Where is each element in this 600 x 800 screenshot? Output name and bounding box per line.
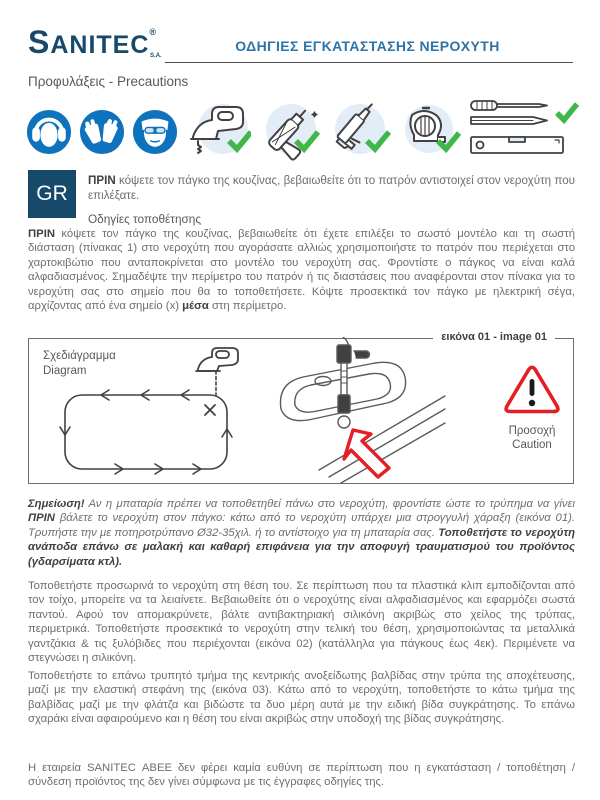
page-title: ΟΔΗΓΙΕΣ ΕΓΚΑΤΑΣΤΑΣΗΣ ΝΕΡΟΧΥΤΗ	[235, 38, 500, 54]
spirit-level-icon	[471, 137, 563, 153]
cutting-path-diagram	[53, 347, 268, 479]
installation-heading: Οδηγίες τοποθέτησης	[88, 212, 202, 226]
caulk-gun-icon	[327, 99, 391, 166]
paragraph-cutting: ΠΡΙΝ κόψετε τον πάγκο της κουζίνας, βεβαιωθείτε ότι έχετε επιλέξει το σωστό μοντέλο και τη σωστή διάσταση (πίνακας 1) στο νεροχύτη που αγοράσατε αλλιώς χρησιμοποιήστε το πατρόν που περιέχεται στο χαρτοκιβώτιο που ανταποκρίνεται στο μοντέλο του νεροχύτη σας. Φροντίστε ο πάγκος να είναι καλά αλφαδιασμένος. Σημαδέψτε την περίμετρο του πατρόν ή τις διαστάσεις που αναφέρονται στον πίνακα για το νεροχύτη σας στο σημείο που θα το τοποθετήσετε. Κόψτε προσεκτικά τον πάγκο με ηλεκτρική σέγα, αρχίζοντας από ένα σημείο (x) μέσα στη περίμετρο.	[28, 228, 575, 313]
marking-tools-icon	[469, 99, 581, 166]
screwdriver-icon	[471, 101, 547, 110]
paragraph-disclaimer: Η εταιρεία SANITEC ΑΒΕΕ δεν φέρει καμία ευθύνη σε περίπτωση που η εγκατάσταση / τοποθέτηση / σύνδεση προϊόντος της δεν γίνει σύμφωνα με τις έγγραφες οδηγίες της.	[28, 762, 575, 789]
check-icon	[557, 104, 577, 120]
ear-protection-icon	[26, 109, 72, 155]
registered-mark: ®	[149, 27, 157, 37]
paragraph-note: Σημείωση! Αν η μπαταρία πρέπει να τοποθετηθεί πάνω στο νεροχύτη, φροντίστε ώστε το τρύπημα να γίνει ΠΡΙΝ βάλετε το νεροχύτη στον πάγκο: κάτω από το νεροχύτη υπάρχει μια στρογγυλή χάραξη (εικόνα 01). Τρυπήστε την με ποτηροτρύπανο Ø32-35χιλ. ή το αντίστοιχο για τη μπαταρία σας. Τοποθετήστε το νεροχύτη ανάποδα επάνω σε μαλακή και καθαρή επιφάνεια για την αποφυγή τραυματισμού του προϊόντος (γδαρσίματα κτλ).	[28, 498, 575, 568]
jigsaw-mini-icon	[196, 348, 238, 371]
gr-intro-text: ΠΡΙΝ κόψετε τον πάγκο της κουζίνας, βεβαιωθείτε ότι το πατρόν αντιστοιχεί στον νεροχύτη που επιλέξατε.	[88, 174, 575, 202]
caution-label: Προσοχή Caution	[508, 425, 556, 451]
caution-sign	[477, 365, 587, 452]
precaution-icons-row	[26, 99, 578, 165]
figure-caption: εικόνα 01 - image 01	[433, 331, 555, 343]
red-arrow-icon	[344, 430, 389, 477]
pencil-icon	[471, 117, 547, 124]
figure-01	[28, 331, 574, 484]
protective-gloves-icon	[79, 109, 125, 155]
sanitec-logo	[28, 26, 162, 59]
language-badge-gr: GR	[28, 170, 76, 218]
face-protection-icon	[132, 109, 178, 155]
tape-measure-icon	[398, 99, 462, 166]
jigsaw-icon	[185, 99, 251, 166]
sink-drilling-illustration	[259, 337, 449, 485]
warning-triangle-icon	[504, 365, 560, 415]
logo-text: SANITEC	[28, 24, 150, 60]
header-divider	[165, 62, 573, 63]
precautions-heading: Προφυλάξεις - Precautions	[28, 74, 189, 89]
drill-icon	[258, 99, 320, 166]
diagram-label: Σχεδιάγραμμα Diagram	[43, 350, 116, 377]
paragraph-fitting: Τοποθετήστε προσωρινά το νεροχύτη στη θέση του. Σε περίπτωση που τα πλαστικά κλιπ εμποδίζονται από τον τοίχο, μπορείτε να τα λειαίνετε. Βεβαιωθείτε ότι ο νεροχύτης είναι αλφαδιασμένος και εφαρμόζει σωστά παντού. Αφού τον απομακρύνετε, βάλτε αντιβακτηριακή σιλικόνη ακριβώς στο χείλος της τρύπας, περιμετρικά. Τοποθετήστε προσεκτικά το νεροχύτη στην τελική του θέση, χρησιμοποιώντας τα μεταλλικά γαντζάκια & τις ξυλόβιδες που περιέχονται (εικόνα 02) (κατάλληλα για πάγκους έως 4εκ). Περιμένετε να στεγνώσει η σιλικόνη.	[28, 580, 575, 665]
paragraph-valve: Τοποθετήστε το επάνω τρυπητό τμήμα της κεντρικής ανοξείδωτης βαλβίδας στην τρύπα της αποχέτευσης, μαζί με την ελαστική στεφάνη της (εικόνα 03). Κάτω από το νεροχύτη, τοποθετήστε το κάτω τμήμα της βαλβίδας μαζί με την φλάτζα και βιδώστε τα δυο μέρη αυτά με την ειδική βίδα συγκράτησης. Το επάνω σχαράκι είναι αφαιρούμενο και η θέση του είναι ακριβώς στην υποδοχή της βίδας συγκράτησης.	[28, 670, 575, 726]
logo-sa-suffix: S.A.	[150, 53, 162, 59]
